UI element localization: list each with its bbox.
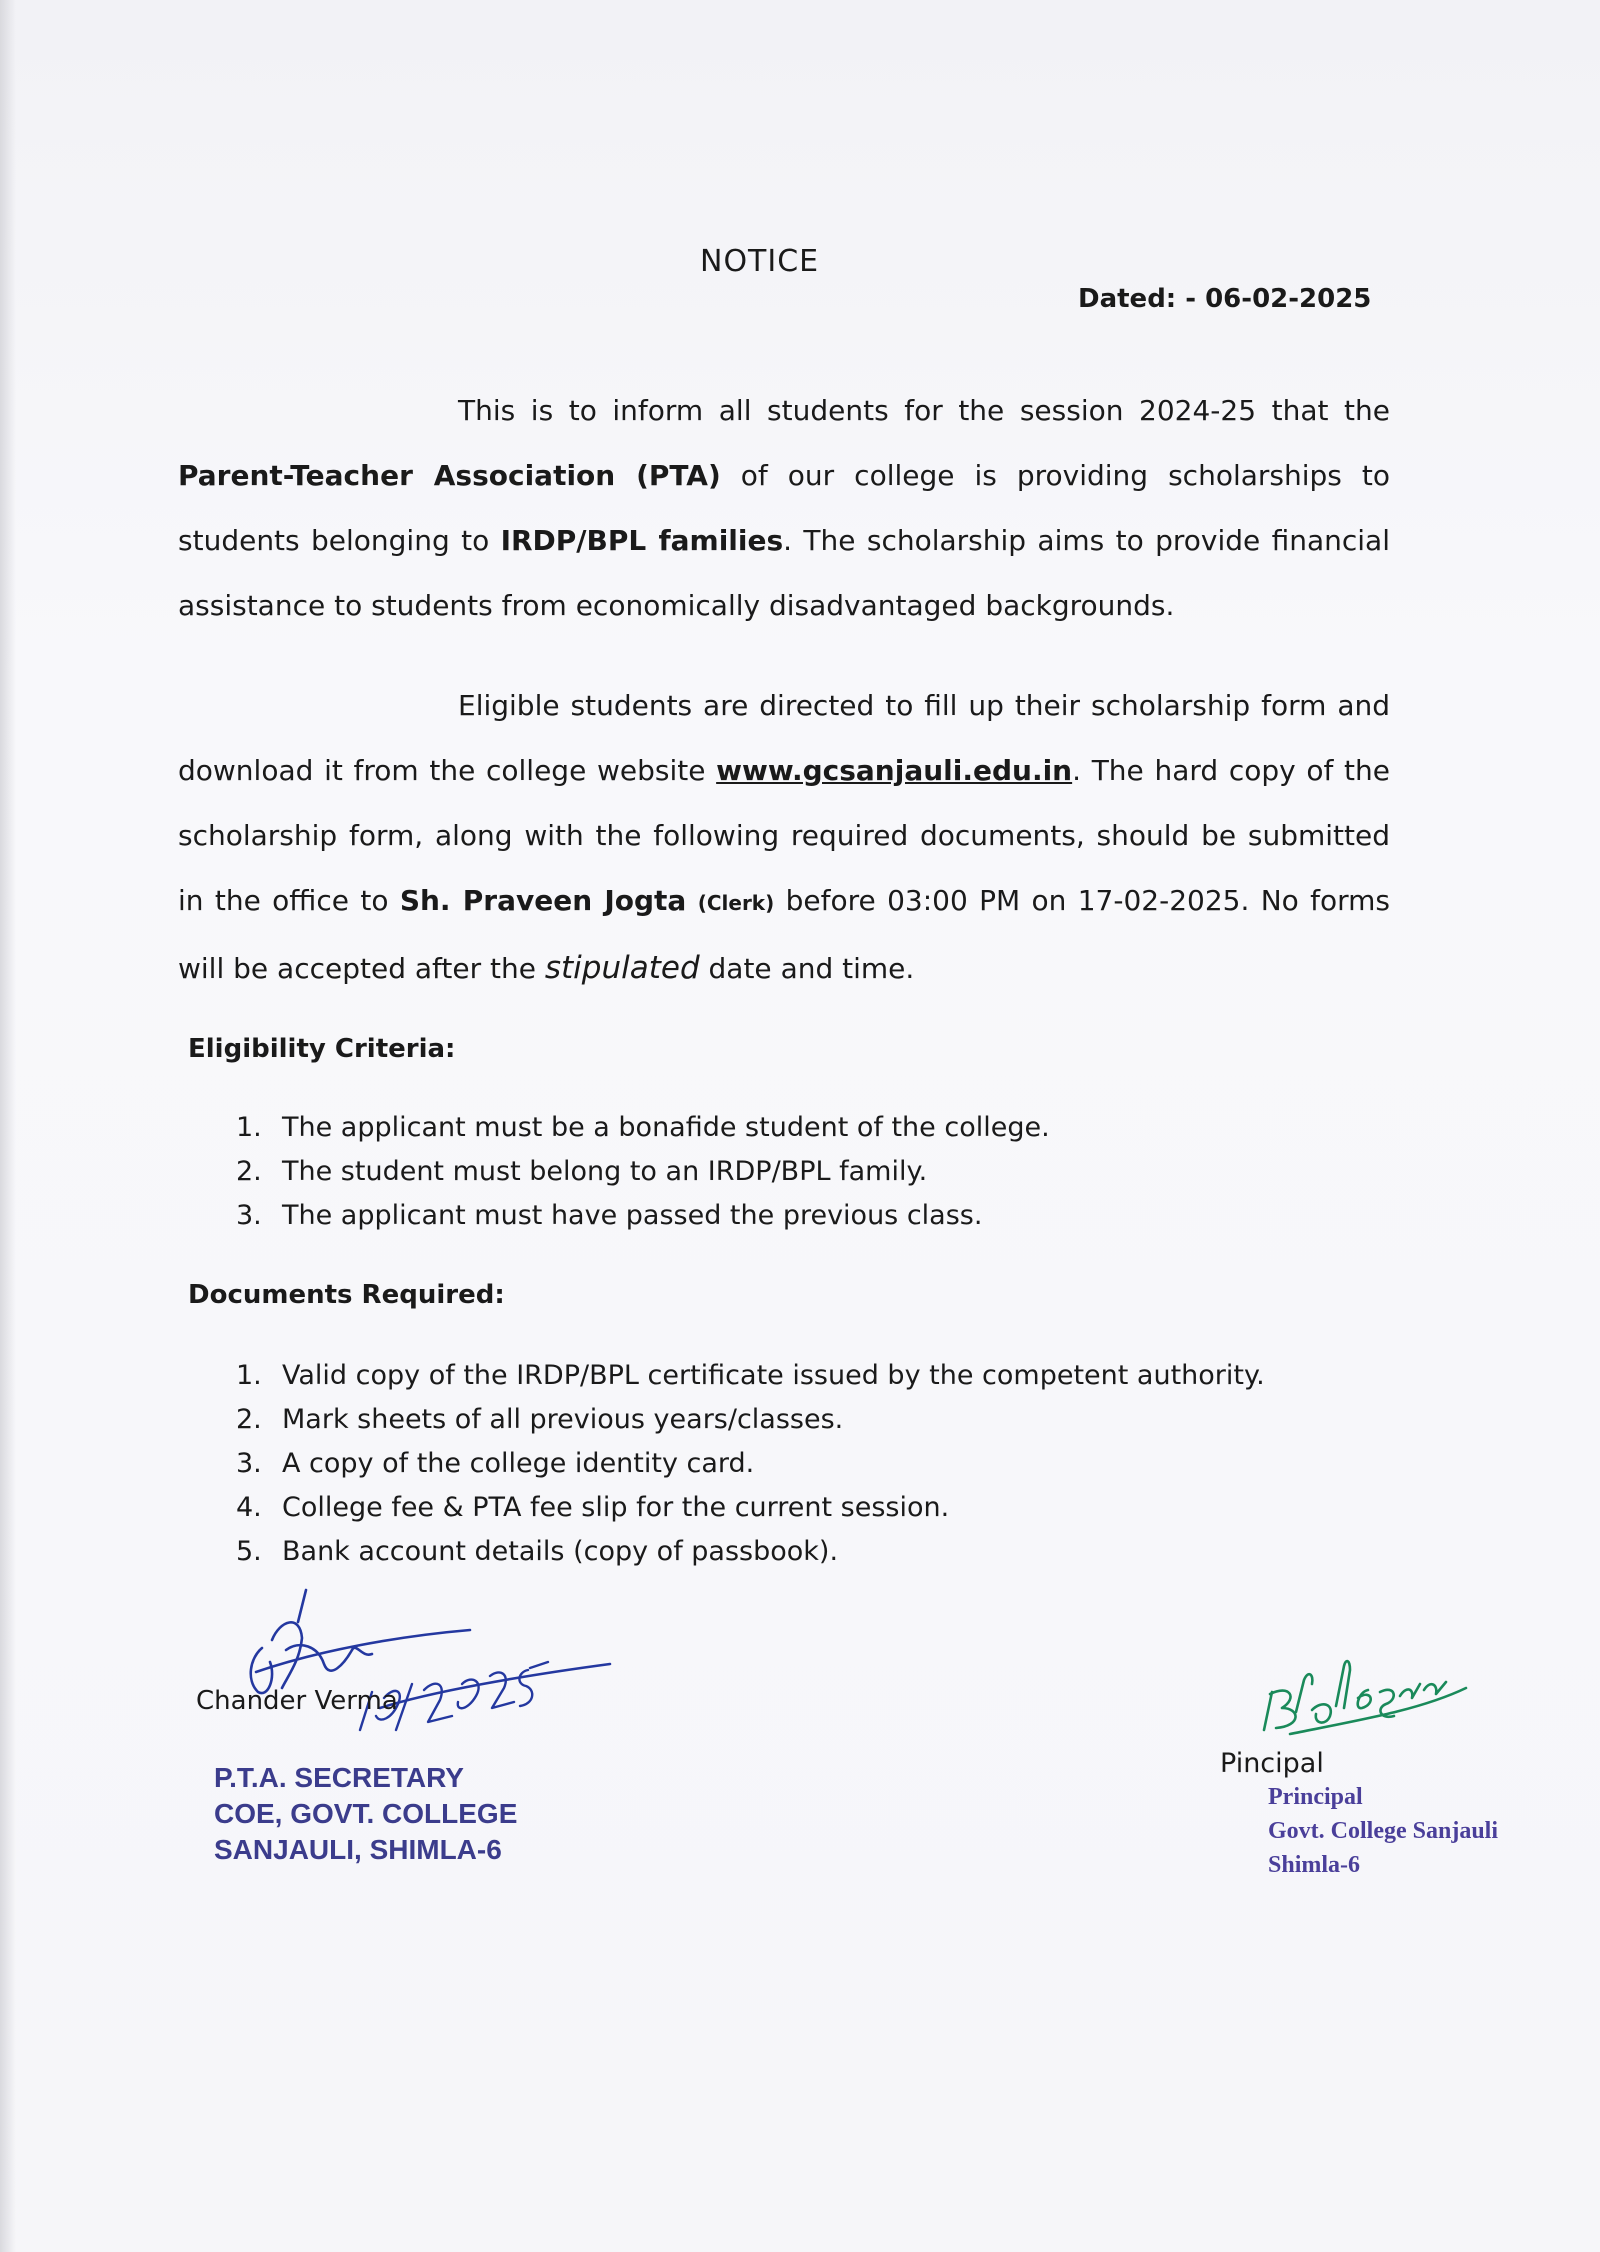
p2-text-c: before 03:00 PM on 17-02-2025. No forms will be accepted after the <box>178 884 1391 985</box>
list-text: Bank account details (copy of passbook). <box>282 1536 839 1567</box>
list-text: Mark sheets of all previous years/classes. <box>282 1404 844 1435</box>
list-text: A copy of the college identity card. <box>282 1448 755 1479</box>
list-text: The applicant must be a bonafide student of the college. <box>282 1112 1050 1143</box>
principal-stamp <box>1268 1780 1498 1882</box>
notice-date: Dated: - 06-02-2025 <box>1078 284 1372 314</box>
pta-name: Parent-Teacher Association (PTA) <box>178 459 721 492</box>
list-number: 3. <box>236 1448 262 1479</box>
list-item <box>236 1194 1050 1238</box>
eligibility-heading: Eligibility Criteria: <box>188 1034 456 1064</box>
documents-heading: Documents Required: <box>188 1280 505 1310</box>
stamp-line: SANJAULI, SHIMLA-6 <box>214 1834 502 1865</box>
p2-text-a: Eligible students are directed to fill up their scholarship form and download it from the college website <box>178 689 1390 787</box>
list-item <box>236 1150 1050 1194</box>
stamp-line: COE, GOVT. COLLEGE <box>214 1798 518 1829</box>
p2-text-b: . The hard copy of the scholarship form, along with the following required documents, should be submitted in the office to <box>178 754 1391 917</box>
list-item <box>236 1530 1265 1574</box>
list-item <box>236 1354 1265 1398</box>
list-text: The applicant must have passed the previous class. <box>282 1200 983 1231</box>
stipulated-word: stipulated <box>544 950 700 986</box>
notice-title: NOTICE <box>700 244 820 279</box>
college-website-link[interactable]: www.gcsanjauli.edu.in <box>716 754 1073 787</box>
list-text: College fee & PTA fee slip for the current session. <box>282 1492 950 1523</box>
principal-label: Pincipal <box>1220 1748 1324 1779</box>
list-item <box>236 1442 1265 1486</box>
list-item <box>236 1486 1265 1530</box>
eligibility-list <box>236 1106 1050 1238</box>
clerk-role: (Clerk) <box>697 891 775 915</box>
list-item <box>236 1398 1265 1442</box>
list-text: Valid copy of the IRDP/BPL certificate issued by the competent authority. <box>282 1360 1265 1391</box>
p1-text-b: of our college is providing scholarships to students belonging to <box>178 459 1390 557</box>
stamp-line: Govt. College Sanjauli <box>1268 1818 1499 1844</box>
paragraph-scholarship-info <box>178 378 1390 638</box>
list-number: 1. <box>236 1360 262 1391</box>
irdp-bpl-families: IRDP/BPL families <box>500 524 784 557</box>
signature-area <box>0 1580 1600 2000</box>
p1-text-a: This is to inform all students for the session 2024-25 that the <box>458 394 1390 427</box>
list-number: 3. <box>236 1200 262 1231</box>
stamp-line: P.T.A. SECRETARY <box>214 1762 464 1793</box>
p2-text-d: date and time. <box>699 952 915 985</box>
list-number: 4. <box>236 1492 262 1523</box>
documents-list <box>236 1354 1265 1574</box>
stamp-line: Shimla-6 <box>1268 1852 1361 1878</box>
list-number: 1. <box>236 1112 262 1143</box>
list-number: 2. <box>236 1156 262 1187</box>
list-number: 2. <box>236 1404 262 1435</box>
p1-text-c: . The scholarship aims to provide financial assistance to students from economically disadvantaged backgrounds. <box>178 524 1390 622</box>
clerk-name: Sh. Praveen Jogta <box>399 884 687 917</box>
list-item <box>236 1106 1050 1150</box>
list-text: The student must belong to an IRDP/BPL family. <box>282 1156 928 1187</box>
stamp-line: Principal <box>1268 1784 1363 1810</box>
list-number: 5. <box>236 1536 262 1567</box>
secretary-name: Chander Verma <box>196 1686 398 1716</box>
paragraph-submission-info <box>178 673 1390 1001</box>
